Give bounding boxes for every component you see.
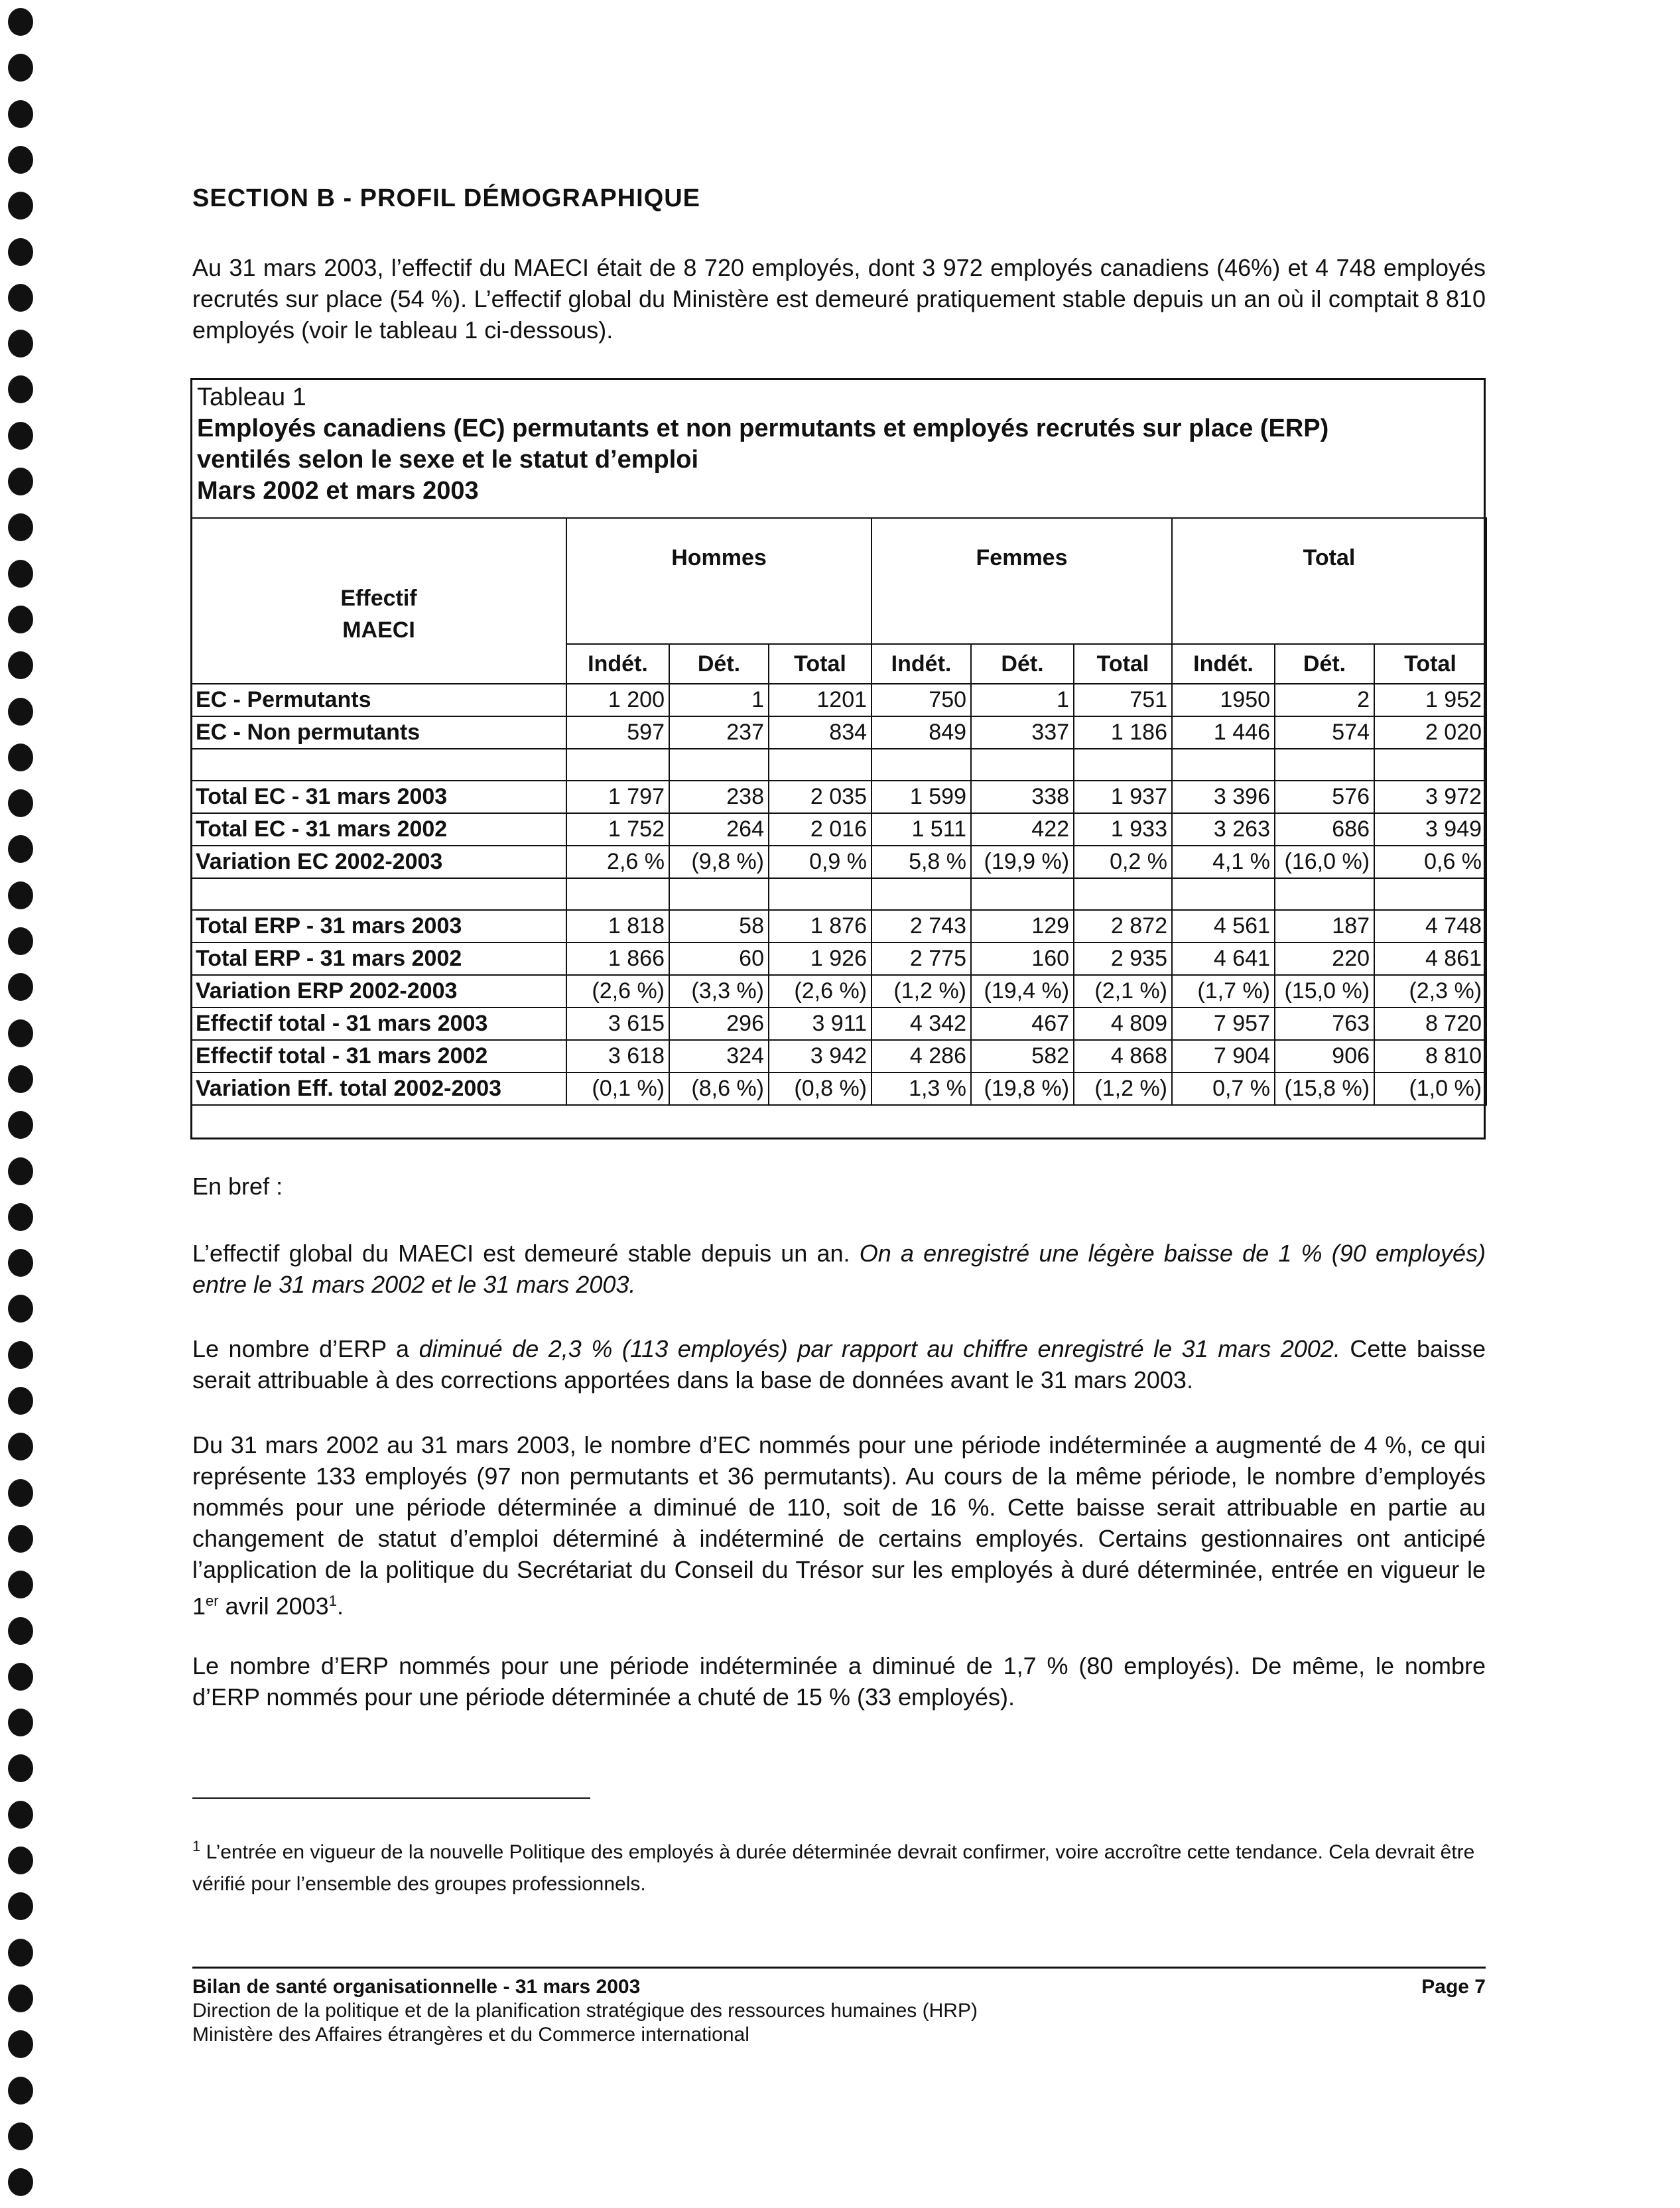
binder-hole: [8, 422, 33, 450]
p2-normal-a: Le nombre d’ERP a: [192, 1335, 410, 1362]
binder-hole: [8, 1892, 33, 1920]
table-cell: (15,0 %): [1275, 975, 1374, 1007]
binder-hole: [8, 2122, 33, 2150]
brief-paragraph-1: [192, 1238, 1486, 1300]
table-cell: 3 263: [1172, 813, 1275, 846]
table-row: [191, 846, 1486, 878]
column-subheader: Indét.: [1172, 644, 1275, 684]
row-label: Total EC - 31 mars 2003: [191, 781, 566, 813]
table-row: [191, 1007, 1486, 1040]
table-row: [191, 975, 1486, 1007]
spacer-cell: [872, 878, 971, 910]
table-cell: (19,9 %): [971, 846, 1074, 878]
row-label: Total ERP - 31 mars 2003: [191, 910, 566, 942]
binder-hole: [8, 789, 33, 817]
table-cell: 2 743: [872, 910, 971, 942]
table-cell: 0,9 %: [769, 846, 872, 878]
binder-hole: [8, 1801, 33, 1829]
binder-hole: [8, 1111, 33, 1139]
table-cell: (2,6 %): [566, 975, 669, 1007]
binder-hole: [8, 2077, 33, 2105]
column-subheader: Indét.: [566, 644, 669, 684]
binder-hole: [8, 375, 33, 403]
column-subheader: Indét.: [872, 644, 971, 684]
table-cell: 1,3 %: [872, 1072, 971, 1105]
table-cell: 58: [669, 910, 769, 942]
spacer-cell: [669, 878, 769, 910]
spacer-row: [191, 878, 1486, 910]
table-cell: 1 797: [566, 781, 669, 813]
table-cell: 4 748: [1374, 910, 1486, 942]
table-cell: 0,7 %: [1172, 1072, 1275, 1105]
binder-hole: [8, 54, 33, 82]
table-cell: 574: [1275, 716, 1374, 749]
p3-end: .: [336, 1592, 344, 1620]
table-cell: (0,1 %): [566, 1072, 669, 1105]
table-cell: (8,6 %): [669, 1072, 769, 1105]
intro-paragraph: Au 31 mars 2003, l’effectif du MAECI était de 8 720 employés, dont 3 972 employés canadiens (46%) et 4 748 employés recrutés sur place (54 %). L’effectif global du Ministère est demeuré pratiquement stable depuis un an où il comptait 8 810 employés (voir le tableau 1 ci-dessous).: [192, 254, 1486, 344]
binder-hole: [8, 1617, 33, 1645]
binder-hole: [8, 973, 33, 1001]
table-cell: 686: [1275, 813, 1374, 846]
footnote-text: L’entrée en vigueur de la nouvelle Politique des employés à durée déterminée devrait confirmer, voire accroître cette tendance. Cela devrait être vérifié pour l’ensemble des groupes professionnels.: [192, 1841, 1475, 1895]
table-cell: 2 020: [1374, 716, 1486, 749]
p1-italic: On a enregistré une légère baisse de 1 % (90 employés) entre le 31 mars 2002 et le 31 mars 2003.: [192, 1240, 1486, 1298]
corner-header: Effectif MAECI: [191, 518, 566, 684]
table-cell: 337: [971, 716, 1074, 749]
binder-hole: [8, 1249, 33, 1277]
table-cell: 324: [669, 1040, 769, 1072]
table-cell: (1,0 %): [1374, 1072, 1486, 1105]
binder-hole: [8, 2030, 33, 2058]
spacer-cell: [191, 749, 566, 781]
p1-normal: L’effectif global du MAECI est demeuré stable depuis un an.: [192, 1240, 850, 1267]
binder-hole: [8, 1341, 33, 1369]
table-cell: 576: [1275, 781, 1374, 813]
binder-hole: [8, 1709, 33, 1736]
table-caption: [197, 382, 1477, 507]
table-cell: 1 818: [566, 910, 669, 942]
table-cell: 338: [971, 781, 1074, 813]
group-header-total: Total: [1172, 518, 1486, 644]
table-cell: 1 200: [566, 684, 669, 716]
binder-hole: [8, 100, 33, 128]
spacer-cell: [566, 749, 669, 781]
binder-hole: [8, 1847, 33, 1874]
p3-text: Du 31 mars 2002 au 31 mars 2003, le nombre d’EC nommés pour une période indéterminée a augmenté de 4 %, ce qui représente 133 employés (97 non permutants et 36 permutants). Au cours de la même période, le nombre d’employés nommés pour une période déterminée a diminué de 110, soit de 16 %. Cette baisse serait attribuable en partie au changement de statut d’emploi déterminé à indéterminé de certains employés. Certains gestionnaires ont anticipé l’application de la politique du Secrétariat du Conseil du Trésor sur les employés à duré déterminée, entrée en vigueur le 1: [192, 1431, 1486, 1620]
table-cell: 7 957: [1172, 1007, 1275, 1040]
table-cell: 187: [1275, 910, 1374, 942]
column-subheader: Dét.: [971, 644, 1074, 684]
footnote-mark: 1: [192, 1838, 201, 1854]
table-row: [191, 684, 1486, 716]
spacer-cell: [1074, 878, 1172, 910]
table-cell: 2 935: [1074, 942, 1172, 975]
table-cell: 1 511: [872, 813, 971, 846]
spacer-row: [191, 749, 1486, 781]
table-row: [191, 813, 1486, 846]
p2-italic: diminué de 2,3 % (113 employés) par rapport au chiffre enregistré le 31 mars 2002.: [419, 1335, 1340, 1362]
table-cell: 3 972: [1374, 781, 1486, 813]
table-cell: 1950: [1172, 684, 1275, 716]
binder-hole: [8, 2168, 33, 2196]
binder-hole: [8, 698, 33, 726]
table-cell: 4 342: [872, 1007, 971, 1040]
spacer-cell: [971, 878, 1074, 910]
table-cell: 220: [1275, 942, 1374, 975]
spacer-cell: [669, 749, 769, 781]
binder-hole: [8, 1157, 33, 1185]
binder-hole: [8, 1479, 33, 1507]
table-cell: 1 446: [1172, 716, 1275, 749]
binder-hole: [8, 927, 33, 955]
p3-footnote-ref: 1: [328, 1592, 337, 1609]
brief-paragraph-4: Le nombre d’ERP nommés pour une période indéterminée a diminué de 1,7 % (80 employés). De même, le nombre d’ERP nommés pour une période déterminée a chuté de 15 % (33 employés).: [192, 1652, 1486, 1711]
table-cell: 3 615: [566, 1007, 669, 1040]
table-row: [191, 1072, 1486, 1105]
table-cell: 2 035: [769, 781, 872, 813]
table-cell: (1,2 %): [872, 975, 971, 1007]
p2-normal-b: Cette baisse serait attribuable à des corrections apportées dans la base de données avant le 31 mars 2003.: [192, 1335, 1486, 1394]
footer-title: Bilan de santé organisationnelle - 31 mars 2003: [192, 1976, 641, 1998]
table-cell: (0,8 %): [769, 1072, 872, 1105]
table-cell: (15,8 %): [1275, 1072, 1374, 1105]
table-cell: 1: [971, 684, 1074, 716]
binder-hole: [8, 1019, 33, 1047]
table-period: Mars 2002 et mars 2003: [197, 477, 479, 505]
binder-hole: [8, 1295, 33, 1323]
table-cell: 2,6 %: [566, 846, 669, 878]
table-cell: 160: [971, 942, 1074, 975]
p3-tail: avril 2003: [218, 1592, 329, 1620]
table-cell: 1 926: [769, 942, 872, 975]
row-label: Effectif total - 31 mars 2002: [191, 1040, 566, 1072]
column-subheader: Dét.: [669, 644, 769, 684]
table-cell: 8 720: [1374, 1007, 1486, 1040]
table-cell: 582: [971, 1040, 1074, 1072]
column-subheader: Dét.: [1275, 644, 1374, 684]
row-label: EC - Non permutants: [191, 716, 566, 749]
spacer-cell: [1172, 749, 1275, 781]
table-cell: 849: [872, 716, 971, 749]
table-cell: 750: [872, 684, 971, 716]
footer-line-3: Ministère des Affaires étrangères et du Commerce international: [192, 2024, 749, 2046]
table-cell: 422: [971, 813, 1074, 846]
binder-hole: [8, 744, 33, 771]
binder-hole: [8, 560, 33, 588]
binder-hole: [8, 1984, 33, 2012]
table-cell: (19,4 %): [971, 975, 1074, 1007]
table-cell: (2,1 %): [1074, 975, 1172, 1007]
table-cell: 3 618: [566, 1040, 669, 1072]
row-label: Total ERP - 31 mars 2002: [191, 942, 566, 975]
table-cell: (1,7 %): [1172, 975, 1275, 1007]
binder-hole: [8, 1433, 33, 1461]
table-cell: 1 933: [1074, 813, 1172, 846]
binder-hole: [8, 192, 33, 220]
table-cell: 4 868: [1074, 1040, 1172, 1072]
footnote-rule: [192, 1797, 590, 1799]
table-row: [191, 716, 1486, 749]
table-cell: 597: [566, 716, 669, 749]
table-cell: 4 286: [872, 1040, 971, 1072]
table-cell: 4,1 %: [1172, 846, 1275, 878]
binder-hole: [8, 651, 33, 679]
binder-hole: [8, 1754, 33, 1782]
spacer-cell: [1275, 878, 1374, 910]
spacer-cell: [1374, 749, 1486, 781]
table-cell: 906: [1275, 1040, 1374, 1072]
page-footer: [192, 1975, 1486, 2047]
table-cell: 3 396: [1172, 781, 1275, 813]
binder-hole: [8, 1939, 33, 1967]
table-title-line-1: Employés canadiens (EC) permutants et non permutants et employés recrutés sur place (ERP): [197, 415, 1329, 442]
binder-hole: [8, 513, 33, 541]
table-cell: (9,8 %): [669, 846, 769, 878]
table-cell: 4 809: [1074, 1007, 1172, 1040]
row-label: Variation Eff. total 2002-2003: [191, 1072, 566, 1105]
brief-heading: En bref :: [192, 1173, 283, 1200]
table-cell: 129: [971, 910, 1074, 942]
binder-hole: [8, 1663, 33, 1691]
table-cell: 1201: [769, 684, 872, 716]
table-cell: 0,6 %: [1374, 846, 1486, 878]
table-cell: (19,8 %): [971, 1072, 1074, 1105]
table-cell: 1 866: [566, 942, 669, 975]
table-cell: 4 861: [1374, 942, 1486, 975]
table-cell: 1 752: [566, 813, 669, 846]
binder-hole: [8, 1387, 33, 1415]
table-cell: 60: [669, 942, 769, 975]
table-cell: 0,2 %: [1074, 846, 1172, 878]
workforce-table: [190, 517, 1487, 1106]
table-cell: (1,2 %): [1074, 1072, 1172, 1105]
table-row: [191, 910, 1486, 942]
footnote: [192, 1831, 1486, 1900]
binder-hole: [8, 835, 33, 863]
table-cell: (3,3 %): [669, 975, 769, 1007]
binder-hole: [8, 1203, 33, 1231]
spacer-cell: [1275, 749, 1374, 781]
table-title-line-2: ventilés selon le sexe et le statut d’emploi: [197, 446, 699, 474]
table-cell: 751: [1074, 684, 1172, 716]
table-cell: 4 561: [1172, 910, 1275, 942]
table-cell: 1 952: [1374, 684, 1486, 716]
table-cell: 7 904: [1172, 1040, 1275, 1072]
column-subheader: Total: [769, 644, 872, 684]
binder-hole: [8, 468, 33, 495]
binder-holes: [0, 0, 40, 2208]
binder-hole: [8, 606, 33, 633]
row-label: Variation EC 2002-2003: [191, 846, 566, 878]
spacer-cell: [872, 749, 971, 781]
table-cell: 467: [971, 1007, 1074, 1040]
brief-paragraph-3: [192, 1429, 1486, 1622]
table-cell: 3 911: [769, 1007, 872, 1040]
table-cell: 834: [769, 716, 872, 749]
table-cell: 1 876: [769, 910, 872, 942]
binder-hole: [8, 1525, 33, 1553]
binder-hole: [8, 284, 33, 312]
spacer-cell: [191, 878, 566, 910]
spacer-cell: [1374, 878, 1486, 910]
table-cell: 1 186: [1074, 716, 1172, 749]
table-cell: 238: [669, 781, 769, 813]
row-label: Effectif total - 31 mars 2003: [191, 1007, 566, 1040]
row-label: Variation ERP 2002-2003: [191, 975, 566, 1007]
table-cell: 763: [1275, 1007, 1374, 1040]
table-cell: 3 949: [1374, 813, 1486, 846]
table-cell: 1 599: [872, 781, 971, 813]
footer-rule: [192, 1967, 1486, 1969]
p3-sup-er: er: [206, 1592, 219, 1609]
spacer-cell: [769, 749, 872, 781]
brief-paragraph-2: [192, 1333, 1486, 1396]
page-number: Page 7: [1421, 1976, 1486, 1998]
group-header-femmes: Femmes: [872, 518, 1172, 644]
table-cell: 237: [669, 716, 769, 749]
group-header-hommes: Hommes: [566, 518, 872, 644]
spacer-cell: [971, 749, 1074, 781]
binder-hole: [8, 146, 33, 174]
table-cell: 8 810: [1374, 1040, 1486, 1072]
section-title: SECTION B - PROFIL DÉMOGRAPHIQUE: [192, 184, 701, 212]
table-cell: 1 937: [1074, 781, 1172, 813]
table-cell: 1: [669, 684, 769, 716]
column-subheader: Total: [1374, 644, 1486, 684]
table-cell: 2 016: [769, 813, 872, 846]
table-cell: 4 641: [1172, 942, 1275, 975]
table-row: [191, 942, 1486, 975]
table-cell: 5,8 %: [872, 846, 971, 878]
table-cell: 2: [1275, 684, 1374, 716]
spacer-cell: [1172, 878, 1275, 910]
table-number: Tableau 1: [197, 383, 306, 411]
row-label: Total EC - 31 mars 2002: [191, 813, 566, 846]
table-cell: 2 775: [872, 942, 971, 975]
table-cell: (2,6 %): [769, 975, 872, 1007]
table-row: [191, 781, 1486, 813]
table-cell: (2,3 %): [1374, 975, 1486, 1007]
binder-hole: [8, 330, 33, 357]
row-label: EC - Permutants: [191, 684, 566, 716]
spacer-cell: [1074, 749, 1172, 781]
binder-hole: [8, 238, 33, 266]
footer-line-2: Direction de la politique et de la planification stratégique des ressources humaines (HRP): [192, 2000, 978, 2022]
binder-hole: [8, 1065, 33, 1093]
binder-hole: [8, 881, 33, 909]
table-cell: (16,0 %): [1275, 846, 1374, 878]
column-subheader: Total: [1074, 644, 1172, 684]
spacer-cell: [769, 878, 872, 910]
table-cell: 264: [669, 813, 769, 846]
binder-hole: [8, 1571, 33, 1598]
spacer-cell: [566, 878, 669, 910]
table-row: [191, 1040, 1486, 1072]
table-cell: 2 872: [1074, 910, 1172, 942]
table-cell: 296: [669, 1007, 769, 1040]
binder-hole: [8, 8, 33, 36]
table-cell: 3 942: [769, 1040, 872, 1072]
